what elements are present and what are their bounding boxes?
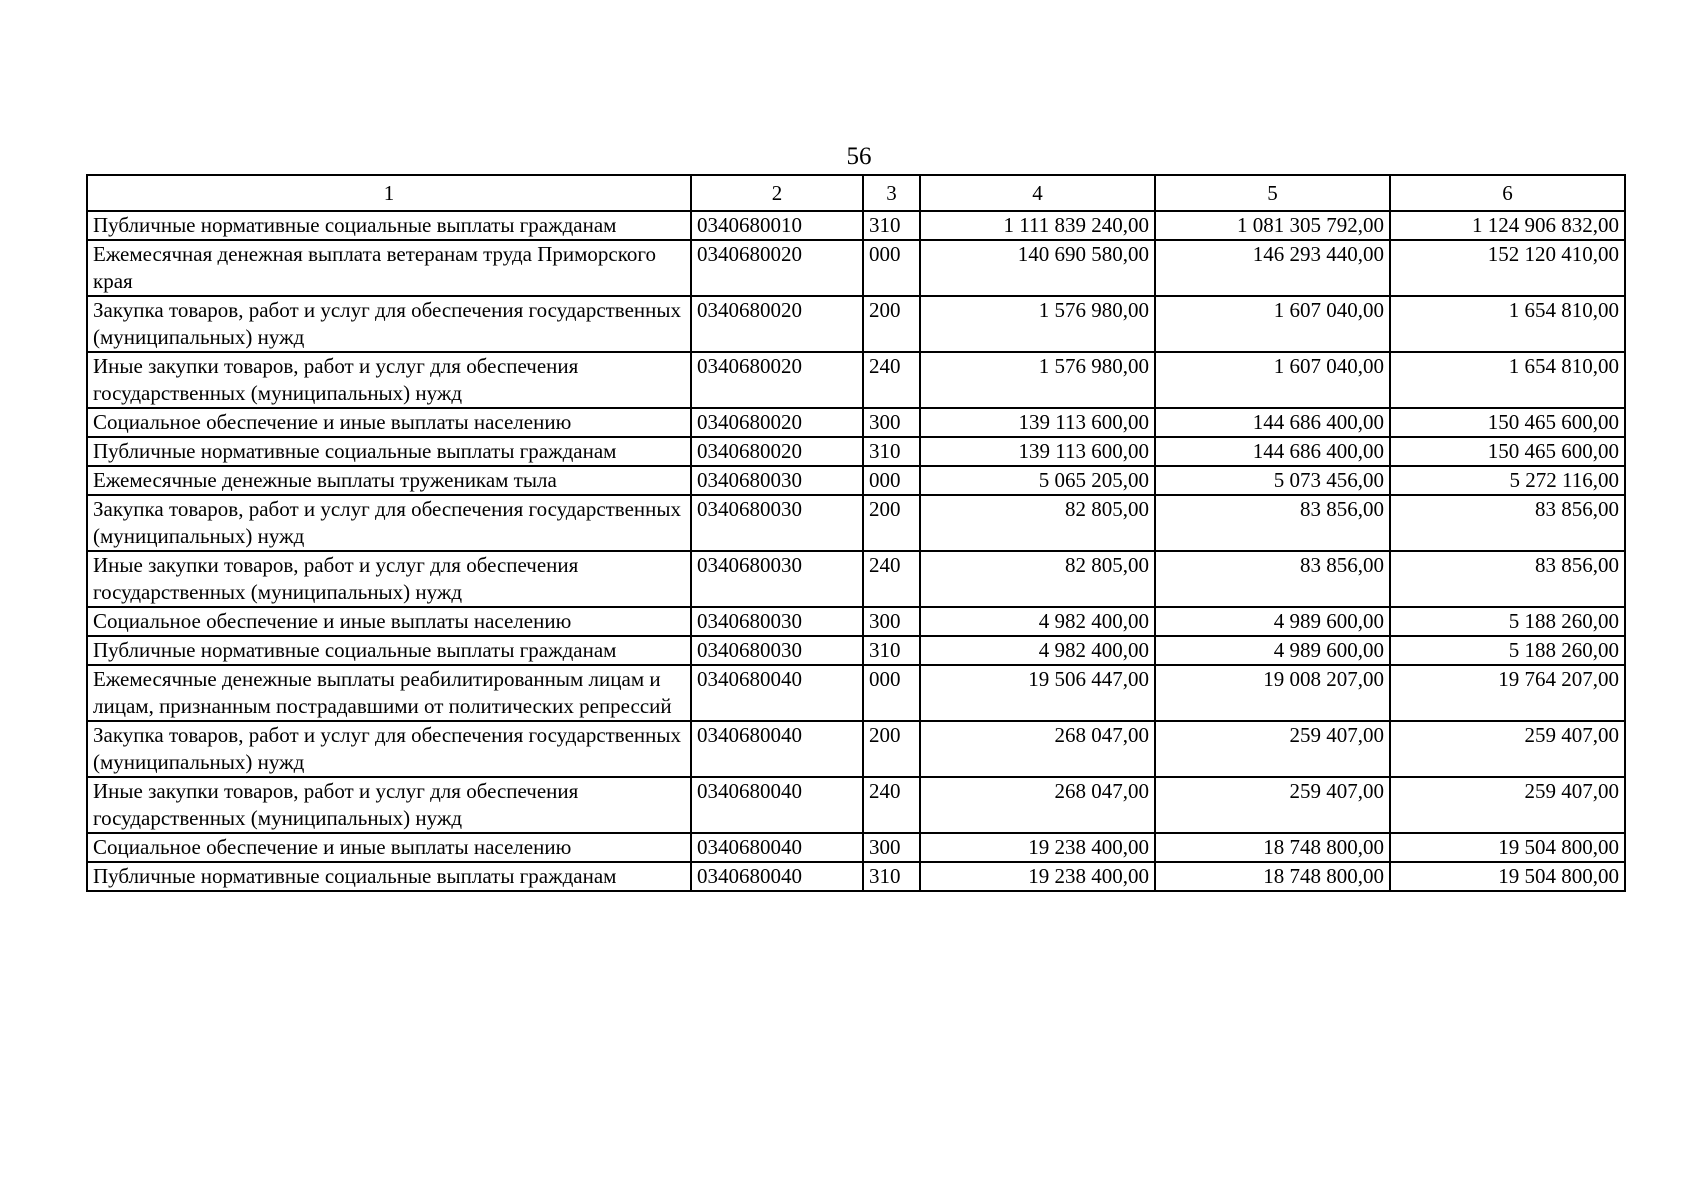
row-code-cell: 0340680010 (691, 211, 863, 240)
row-amount-4-cell: 268 047,00 (920, 721, 1155, 777)
row-name-cell: Закупка товаров, работ и услуг для обеспечения государственных (муниципальных) нужд (87, 296, 691, 352)
row-amount-4-cell: 140 690 580,00 (920, 240, 1155, 296)
table-row (87, 466, 1625, 495)
table-row (87, 721, 1625, 777)
row-amount-6-cell: 1 654 810,00 (1390, 296, 1625, 352)
row-name-cell: Ежемесячная денежная выплата ветеранам труда Приморского края (87, 240, 691, 296)
row-amount-5-cell: 4 989 600,00 (1155, 636, 1390, 665)
row-name-cell: Социальное обеспечение и иные выплаты населению (87, 607, 691, 636)
row-name-cell: Ежемесячные денежные выплаты труженикам тыла (87, 466, 691, 495)
row-name-cell: Иные закупки товаров, работ и услуг для обеспечения государственных (муниципальных) нужд (87, 352, 691, 408)
row-amount-4-cell: 4 982 400,00 (920, 636, 1155, 665)
row-amount-6-cell: 5 272 116,00 (1390, 466, 1625, 495)
row-amount-6-cell: 150 465 600,00 (1390, 408, 1625, 437)
row-amount-5-cell: 1 081 305 792,00 (1155, 211, 1390, 240)
row-code-cell: 0340680020 (691, 240, 863, 296)
row-code-cell: 0340680030 (691, 495, 863, 551)
row-amount-5-cell: 144 686 400,00 (1155, 408, 1390, 437)
row-name-cell: Иные закупки товаров, работ и услуг для обеспечения государственных (муниципальных) нужд (87, 777, 691, 833)
row-amount-4-cell: 139 113 600,00 (920, 437, 1155, 466)
table-row (87, 240, 1625, 296)
row-code-cell: 0340680030 (691, 466, 863, 495)
row-type-cell: 240 (863, 352, 920, 408)
header-cell-2: 2 (691, 175, 863, 211)
row-name-cell: Ежемесячные денежные выплаты реабилитированным лицам и лицам, признанным пострадавшими от политических репрессий (87, 665, 691, 721)
header-row (87, 175, 1625, 211)
row-code-cell: 0340680040 (691, 862, 863, 891)
table-body (87, 211, 1625, 891)
row-amount-6-cell: 5 188 260,00 (1390, 607, 1625, 636)
row-amount-4-cell: 19 506 447,00 (920, 665, 1155, 721)
table-row (87, 495, 1625, 551)
row-name-cell: Социальное обеспечение и иные выплаты населению (87, 408, 691, 437)
row-amount-4-cell: 1 111 839 240,00 (920, 211, 1155, 240)
row-amount-4-cell: 1 576 980,00 (920, 352, 1155, 408)
row-code-cell: 0340680030 (691, 551, 863, 607)
row-code-cell: 0340680040 (691, 833, 863, 862)
row-amount-6-cell: 19 504 800,00 (1390, 862, 1625, 891)
row-name-cell: Социальное обеспечение и иные выплаты населению (87, 833, 691, 862)
row-type-cell: 300 (863, 607, 920, 636)
table-row (87, 296, 1625, 352)
row-amount-4-cell: 5 065 205,00 (920, 466, 1155, 495)
header-cell-4: 4 (920, 175, 1155, 211)
row-code-cell: 0340680020 (691, 352, 863, 408)
row-amount-5-cell: 83 856,00 (1155, 495, 1390, 551)
row-type-cell: 310 (863, 636, 920, 665)
row-amount-5-cell: 18 748 800,00 (1155, 862, 1390, 891)
row-amount-6-cell: 150 465 600,00 (1390, 437, 1625, 466)
header-cell-1: 1 (87, 175, 691, 211)
row-amount-6-cell: 152 120 410,00 (1390, 240, 1625, 296)
row-amount-5-cell: 19 008 207,00 (1155, 665, 1390, 721)
row-type-cell: 200 (863, 721, 920, 777)
table-row (87, 607, 1625, 636)
row-code-cell: 0340680030 (691, 607, 863, 636)
row-amount-4-cell: 1 576 980,00 (920, 296, 1155, 352)
table-row (87, 665, 1625, 721)
row-name-cell: Публичные нормативные социальные выплаты гражданам (87, 437, 691, 466)
table-row (87, 833, 1625, 862)
table-row (87, 211, 1625, 240)
row-amount-5-cell: 259 407,00 (1155, 721, 1390, 777)
row-amount-5-cell: 146 293 440,00 (1155, 240, 1390, 296)
row-name-cell: Публичные нормативные социальные выплаты гражданам (87, 862, 691, 891)
header-cell-3: 3 (863, 175, 920, 211)
table-row (87, 862, 1625, 891)
row-amount-5-cell: 5 073 456,00 (1155, 466, 1390, 495)
row-code-cell: 0340680040 (691, 721, 863, 777)
row-type-cell: 300 (863, 833, 920, 862)
table-row (87, 408, 1625, 437)
row-amount-6-cell: 83 856,00 (1390, 551, 1625, 607)
row-code-cell: 0340680020 (691, 408, 863, 437)
row-type-cell: 310 (863, 211, 920, 240)
table-row (87, 777, 1625, 833)
row-amount-4-cell: 19 238 400,00 (920, 833, 1155, 862)
row-code-cell: 0340680020 (691, 296, 863, 352)
row-name-cell: Публичные нормативные социальные выплаты гражданам (87, 211, 691, 240)
page-number: 56 (846, 143, 872, 170)
budget-table (86, 174, 1626, 892)
row-amount-5-cell: 18 748 800,00 (1155, 833, 1390, 862)
row-name-cell: Закупка товаров, работ и услуг для обеспечения государственных (муниципальных) нужд (87, 495, 691, 551)
table-row (87, 352, 1625, 408)
row-code-cell: 0340680030 (691, 636, 863, 665)
row-type-cell: 240 (863, 777, 920, 833)
row-type-cell: 240 (863, 551, 920, 607)
row-amount-5-cell: 83 856,00 (1155, 551, 1390, 607)
row-type-cell: 310 (863, 437, 920, 466)
table-row (87, 437, 1625, 466)
row-amount-6-cell: 259 407,00 (1390, 721, 1625, 777)
row-type-cell: 200 (863, 296, 920, 352)
row-name-cell: Иные закупки товаров, работ и услуг для обеспечения государственных (муниципальных) нужд (87, 551, 691, 607)
header-cell-6: 6 (1390, 175, 1625, 211)
row-amount-6-cell: 1 654 810,00 (1390, 352, 1625, 408)
row-amount-6-cell: 19 764 207,00 (1390, 665, 1625, 721)
row-amount-6-cell: 19 504 800,00 (1390, 833, 1625, 862)
header-cell-5: 5 (1155, 175, 1390, 211)
row-type-cell: 000 (863, 665, 920, 721)
row-amount-5-cell: 1 607 040,00 (1155, 296, 1390, 352)
row-amount-5-cell: 144 686 400,00 (1155, 437, 1390, 466)
table-row (87, 551, 1625, 607)
row-amount-5-cell: 259 407,00 (1155, 777, 1390, 833)
row-amount-6-cell: 83 856,00 (1390, 495, 1625, 551)
row-name-cell: Закупка товаров, работ и услуг для обеспечения государственных (муниципальных) нужд (87, 721, 691, 777)
row-type-cell: 200 (863, 495, 920, 551)
row-name-cell: Публичные нормативные социальные выплаты гражданам (87, 636, 691, 665)
row-amount-6-cell: 5 188 260,00 (1390, 636, 1625, 665)
table-row (87, 636, 1625, 665)
row-amount-4-cell: 139 113 600,00 (920, 408, 1155, 437)
row-type-cell: 310 (863, 862, 920, 891)
row-amount-4-cell: 4 982 400,00 (920, 607, 1155, 636)
row-type-cell: 300 (863, 408, 920, 437)
row-amount-4-cell: 82 805,00 (920, 551, 1155, 607)
row-amount-4-cell: 82 805,00 (920, 495, 1155, 551)
row-type-cell: 000 (863, 240, 920, 296)
row-code-cell: 0340680040 (691, 777, 863, 833)
row-amount-4-cell: 19 238 400,00 (920, 862, 1155, 891)
row-amount-6-cell: 1 124 906 832,00 (1390, 211, 1625, 240)
row-amount-4-cell: 268 047,00 (920, 777, 1155, 833)
row-amount-5-cell: 1 607 040,00 (1155, 352, 1390, 408)
row-amount-5-cell: 4 989 600,00 (1155, 607, 1390, 636)
row-code-cell: 0340680040 (691, 665, 863, 721)
row-type-cell: 000 (863, 466, 920, 495)
row-amount-6-cell: 259 407,00 (1390, 777, 1625, 833)
row-code-cell: 0340680020 (691, 437, 863, 466)
